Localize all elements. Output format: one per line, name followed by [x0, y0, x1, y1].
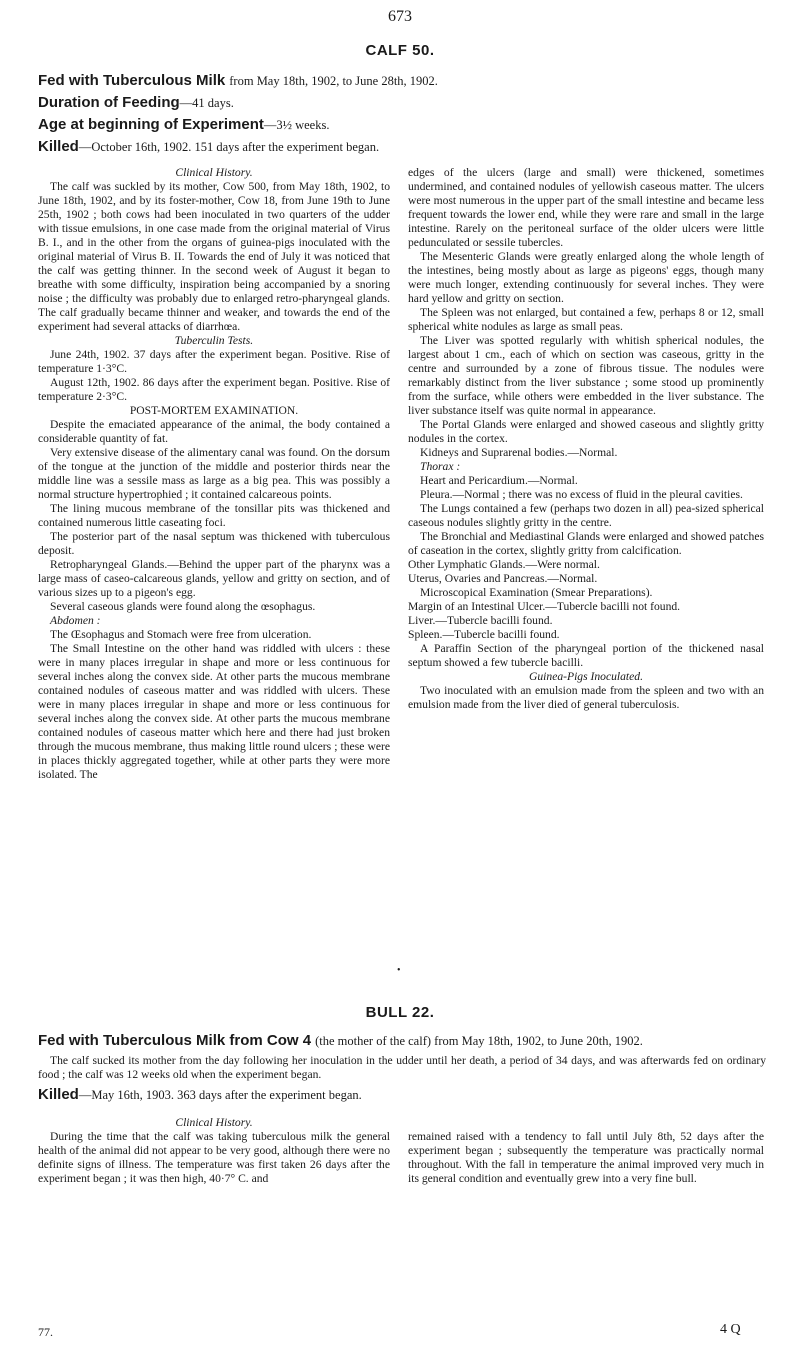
- paragraph: Other Lymphatic Glands.—Were normal.: [408, 558, 600, 571]
- paragraph: Two inoculated with an emulsion made from the spleen and two with an emulsion made from the liver died of general tuberculosis.: [408, 684, 764, 711]
- paragraph: The Portal Glands were enlarged and showed caseous and slightly gritty nodules in the cortex.: [408, 418, 764, 445]
- calf-age-label: Age at beginning of Experiment: [38, 116, 264, 133]
- paragraph: The Lungs contained a few (perhaps two dozen in all) pea-sized spherical caseous nodules slightly gritty in the centre.: [408, 502, 764, 529]
- calf-age-value: —3½ weeks.: [263, 118, 330, 132]
- paragraph: Heart and Pericardium.—Normal.: [420, 474, 578, 487]
- calf-fed-line: [38, 70, 778, 92]
- calf-fed-value: from May 18th, 1902, to June 28th, 1902.: [229, 74, 438, 88]
- bull-right-column: [408, 1130, 764, 1186]
- bull-fed-label: Fed with Tuberculous Milk from Cow 4: [38, 1032, 312, 1049]
- calf-killed-line: [38, 136, 778, 158]
- paragraph: Margin of an Intestinal Ulcer.—Tubercle bacilli not found.: [408, 600, 681, 613]
- paragraph: The Mesenteric Glands were greatly enlarged along the whole length of the intestines, being mostly about as large as pigeons' eggs, though many were much longer, extending continuously for several inches. They were hard yellow and gritty on section.: [408, 250, 764, 305]
- page-number: 673: [388, 8, 412, 25]
- bull-title: BULL 22.: [365, 1004, 435, 1021]
- paragraph: The posterior part of the nasal septum was thickened with tuberculous deposit.: [38, 530, 390, 557]
- calf-right-column: [408, 166, 764, 712]
- paragraph: Several caseous glands were found along the œsophagus.: [50, 600, 316, 613]
- paragraph: Tuberculin Tests.: [174, 334, 254, 347]
- calf-title: CALF 50.: [365, 42, 435, 59]
- paragraph: August 12th, 1902. 86 days after the experiment began. Positive. Rise of temperature 2·3°C.: [38, 376, 390, 403]
- paragraph: Abdomen :: [50, 614, 101, 627]
- paragraph: Very extensive disease of the alimentary canal was found. On the dorsum of the tongue at the junction of the middle and posterior thirds near the middle line was a sessile mass as large as a big pea. This was possibly a normal structure hypertrophied ; it contained calcareous points.: [38, 446, 390, 501]
- footer-left-number: 77.: [38, 1325, 53, 1339]
- bull-killed-value: —May 16th, 1903. 363 days after the experiment began.: [78, 1088, 362, 1102]
- paragraph: Spleen.—Tubercle bacilli found.: [408, 628, 560, 641]
- calf-left-column: [38, 166, 390, 782]
- paragraph: June 24th, 1902. 37 days after the experiment began. Positive. Rise of temperature 1·3°C.: [38, 348, 390, 375]
- calf-duration-line: [38, 92, 778, 114]
- paragraph: remained raised with a tendency to fall until July 8th, 52 days after the experiment began ; subsequently the temperature was practically normal throughout. With the fall in temperature the animal improved very much in its general condition and eventually grew into a very fine bull.: [408, 1130, 764, 1185]
- calf-age-line: [38, 114, 778, 136]
- paragraph: The Œsophagus and Stomach were free from ulceration.: [50, 628, 312, 641]
- bull-killed-line: [38, 1084, 778, 1106]
- paragraph: The Spleen was not enlarged, but contained a few, perhaps 8 or 12, small spherical white nodules as large as small peas.: [408, 306, 764, 333]
- paragraph: The Liver was spotted regularly with whitish spherical nodules, the largest about 1 cm., each of which on section was caseous, gritty in the centre and surrounded by a zone of fibrous tissue. The nodules were remarkably distinct from the liver substance ; some stood up prominently from the surface, while others were embedded in the liver substance. The liver substance itself was quite normal in appearance.: [408, 334, 764, 417]
- paragraph: Microscopical Examination (Smear Preparations).: [420, 586, 653, 599]
- footer-right-signature: 4 Q: [720, 1322, 741, 1337]
- bull-fed-value: (the mother of the calf) from May 18th, 1902, to June 20th, 1902.: [315, 1034, 643, 1048]
- bull-killed-label: Killed: [38, 1086, 79, 1103]
- paragraph: Pleura.—Normal ; there was no excess of fluid in the pleural cavities.: [420, 488, 743, 501]
- paragraph: edges of the ulcers (large and small) were thickened, sometimes undermined, and contained nodules of yellowish caseous matter. The ulcers were most numerous in the upper part of the small intestine and became less frequent towards the lower end, while they were rare and small in the large intestine. Rarely on the peritoneal surface of the older ulcers were little pedunculated or sessile tubercles.: [408, 166, 764, 249]
- paragraph: Retropharyngeal Glands.—Behind the upper part of the pharynx was a large mass of caseo-calcareous glands, yellow and gritty on section, and of various sizes up to a pigeon's egg.: [38, 558, 390, 599]
- paragraph: A Paraffin Section of the pharyngeal portion of the thickened nasal septum showed a few tubercle bacilli.: [408, 642, 764, 669]
- calf-killed-value: —October 16th, 1902. 151 days after the experiment began.: [78, 140, 380, 154]
- paragraph: Liver.—Tubercle bacilli found.: [408, 614, 553, 627]
- paragraph: Kidneys and Suprarenal bodies.—Normal.: [420, 446, 618, 459]
- paragraph: Guinea-Pigs Inoculated.: [529, 670, 643, 683]
- paragraph: The calf was suckled by its mother, Cow 500, from May 18th, 1902, to June 18th, 1902, and by its foster-mother, Cow 18, from June 19th to June 25th, 1902 ; both cows had been inoculated in two quarters of the udder with tissue emulsions, in one case made from the original material of Virus B. I., and in the other from the organs of guinea-pigs inoculated with the original material of Virus B. II. Towards the end of July it was noticed that the calf was getting thinner. In the second week of August it began to breathe with some difficulty, inspiration being accompanied by a snoring noise ; the difficulty was probably due to enlarged retro-pharyngeal glands. The calf gradually became thinner and weaker, and towards the end of the experiment had several attacks of diarrhœa.: [38, 180, 390, 333]
- calf-fed-label: Fed with Tuberculous Milk: [38, 72, 226, 89]
- paragraph: Clinical History.: [175, 166, 253, 179]
- bull-left-column: [38, 1116, 390, 1186]
- paragraph: Thorax :: [420, 460, 461, 473]
- section-divider: •: [397, 965, 401, 976]
- calf-killed-label: Killed: [38, 138, 79, 155]
- paragraph: Clinical History.: [175, 1116, 253, 1129]
- calf-duration-value: —41 days.: [179, 96, 234, 110]
- paragraph: The Small Intestine on the other hand was riddled with ulcers : these were in many places irregular in shape and more or less continuous for several inches along the convex side. At other parts the mucous membrane contained nodules of caseous matter and was riddled with ulcers. These were in many places irregular in shape and more or less continuous for several inches along the convex side. At other parts the mucous membrane contained nodules of caseous matter which here and there had just broken through the mucous membrane, thus making little round ulcers ; these were in places thickly aggregated together, while at other parts they were more isolated. The: [38, 642, 390, 781]
- paragraph: Despite the emaciated appearance of the animal, the body contained a considerable quantity of fat.: [38, 418, 390, 445]
- paragraph: POST-MORTEM EXAMINATION.: [129, 404, 299, 417]
- paragraph: During the time that the calf was taking tuberculous milk the general health of the animal did not appear to be very good, although there were no definite signs of illness. The temperature was first taken 26 days after the experiment began ; it was then high, 40·7° C. and: [38, 1130, 390, 1185]
- calf-duration-label: Duration of Feeding: [38, 94, 180, 111]
- paragraph: The Bronchial and Mediastinal Glands were enlarged and showed patches of caseation in the cortex, slightly gritty from calcification.: [408, 530, 764, 557]
- bull-fed-line: [38, 1030, 778, 1052]
- paragraph: The lining mucous membrane of the tonsillar pits was thickened and contained numerous little caseating foci.: [38, 502, 390, 529]
- bull-intro: The calf sucked its mother from the day following her inoculation in the udder until her death, a period of 34 days, and was afterwards fed on ordinary food ; the calf was 12 weeks old when the experiment began.: [38, 1054, 766, 1081]
- paragraph: Uterus, Ovaries and Pancreas.—Normal.: [408, 572, 598, 585]
